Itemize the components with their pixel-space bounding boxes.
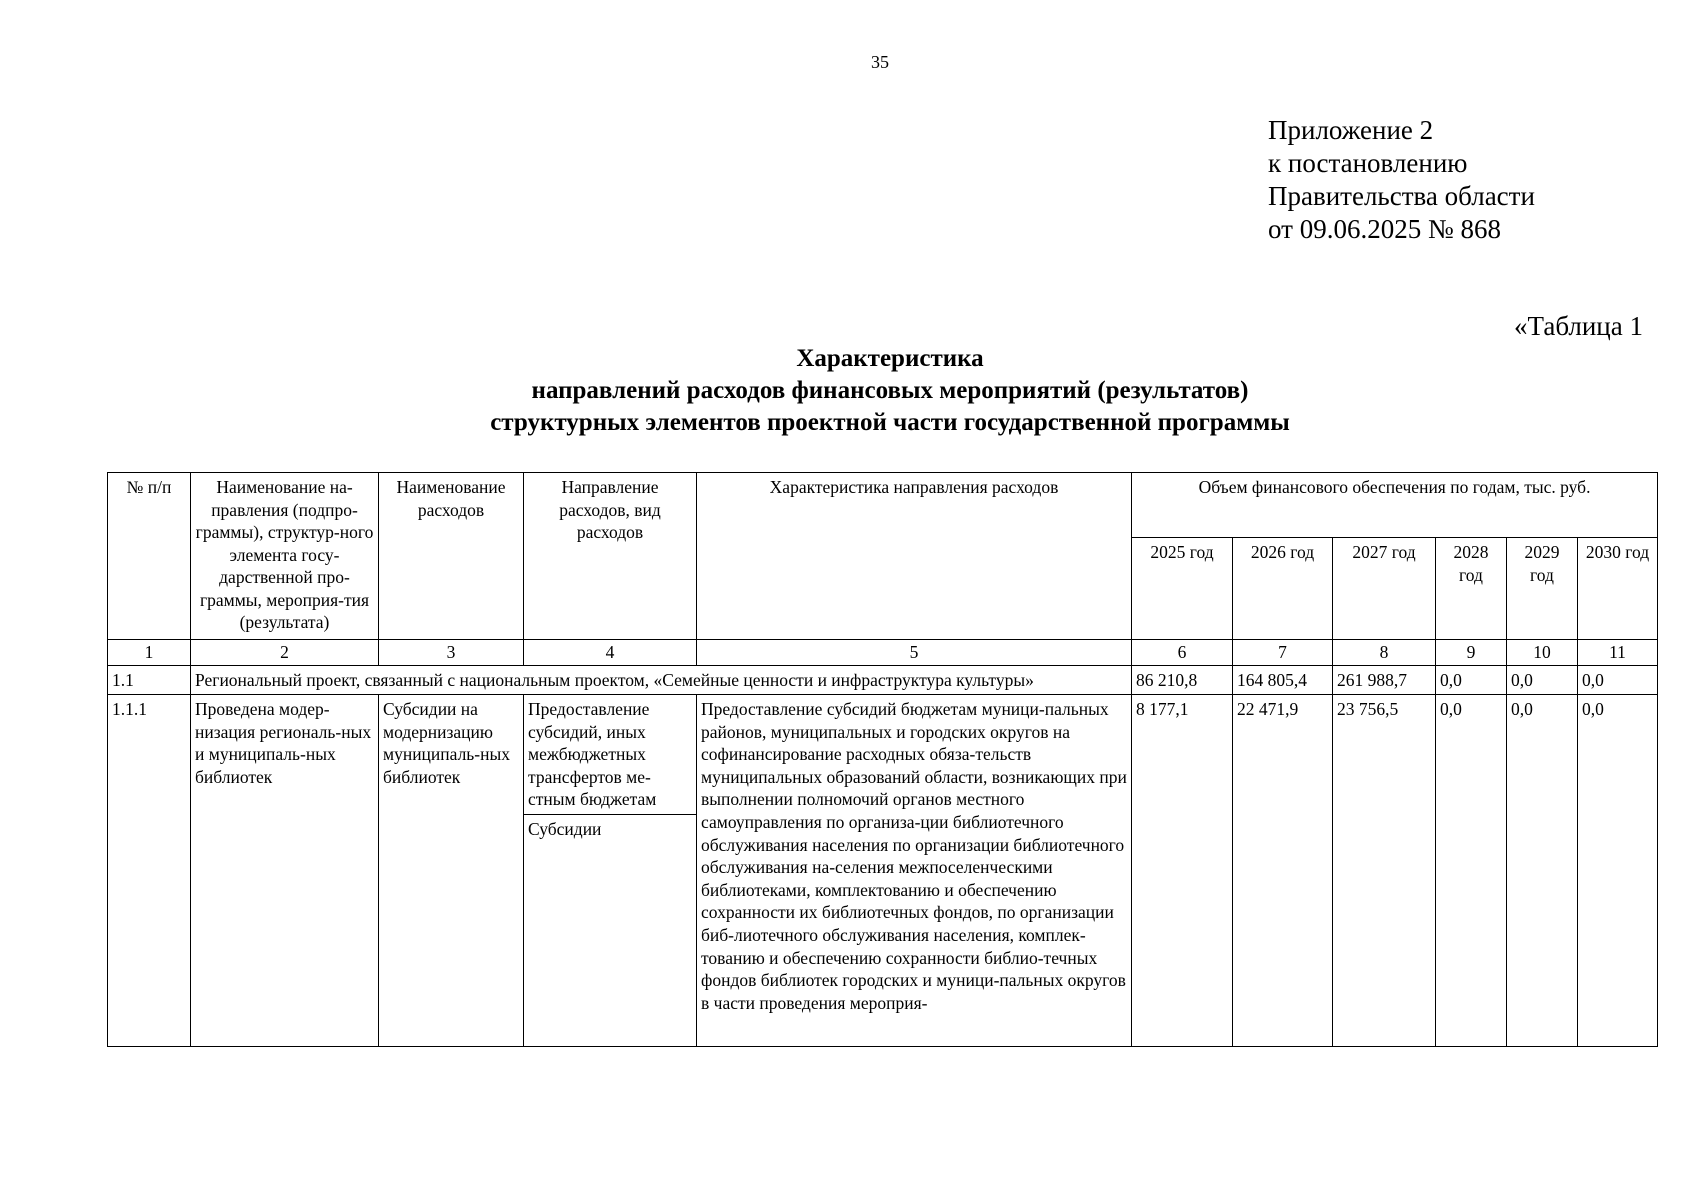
row-value-2029: 0,0 — [1507, 665, 1578, 695]
title-line-3: структурных элементов проектной части государственной программы — [490, 409, 1290, 436]
row-value-2030: 0,0 — [1578, 695, 1658, 1047]
row-value-2027: 261 988,7 — [1333, 665, 1436, 695]
row-expense-name: Субсидии на модернизацию муниципаль-ных библиотек — [379, 695, 524, 1047]
colnum-9: 9 — [1436, 640, 1507, 666]
appendix-line-3: Правительства области — [1268, 181, 1535, 211]
row-expense-type: Субсидии — [528, 818, 602, 839]
header-year-2025: 2025 год — [1132, 538, 1233, 640]
title-line-1: Характеристика — [796, 345, 984, 372]
table-row — [108, 695, 1658, 1047]
table-row — [108, 665, 1658, 695]
colnum-1: 1 — [108, 640, 191, 666]
row-direction: Предоставление субсидий, иных межбюджетных трансфертов ме-стным бюджетам — [524, 695, 696, 815]
colnum-6: 6 — [1132, 640, 1233, 666]
column-numbers-row — [108, 640, 1658, 666]
colnum-11: 11 — [1578, 640, 1658, 666]
row-value-2028: 0,0 — [1436, 695, 1507, 1047]
row-value-2025: 8 177,1 — [1132, 695, 1233, 1047]
colnum-7: 7 — [1233, 640, 1333, 666]
header-funding-group: Объем финансового обеспечения по годам, тыс. руб. — [1132, 473, 1658, 538]
document-title — [340, 343, 1440, 439]
appendix-line-1: Приложение 2 — [1268, 115, 1434, 145]
expenses-table — [107, 472, 1658, 1047]
colnum-8: 8 — [1333, 640, 1436, 666]
appendix-line-2: к постановлению — [1268, 148, 1468, 178]
row-value-2028: 0,0 — [1436, 665, 1507, 695]
row-result-name: Проведена модер-низация региональ-ных и муниципаль-ных библиотек — [191, 695, 379, 1047]
row-value-2026: 164 805,4 — [1233, 665, 1333, 695]
appendix-line-4: от 09.06.2025 № 868 — [1268, 214, 1501, 244]
row-value-2026: 22 471,9 — [1233, 695, 1333, 1047]
header-year-2028: 2028 год — [1436, 538, 1507, 640]
header-year-2030: 2030 год — [1578, 538, 1658, 640]
row-value-2025: 86 210,8 — [1132, 665, 1233, 695]
row-value-2027: 23 756,5 — [1333, 695, 1436, 1047]
title-line-2: направлений расходов финансовых мероприятий (результатов) — [531, 377, 1249, 404]
row-project-name: Региональный проект, связанный с национальным проектом, «Семейные ценности и инфраструктура культуры» — [191, 665, 1132, 695]
colnum-3: 3 — [379, 640, 524, 666]
page-number: 35 — [871, 52, 889, 72]
header-row-1 — [108, 473, 1658, 538]
row-characteristic: Предоставление субсидий бюджетам муници-пальных районов, муниципальных и городских округов на софинансирование расходных обяза-тельств муниципальных образований области, возникающих при выполнении полномочий органов местного самоуправления по организа-ции библиотечного обслуживания населения по организации библиотечного обслуживания на-селения межпоселенческими библиотеками, комплектованию и обеспечению сохранности их библиотечных фондов, по организации биб-лиотечного обслуживания населения, комплек-тованию и обеспечению сохранности библио-течных фондов библиотек городских и муници-пальных округов в части проведения мероприя- — [697, 695, 1132, 1047]
appendix-block — [1268, 114, 1535, 246]
row-direction-cell — [524, 695, 697, 1047]
colnum-4: 4 — [524, 640, 697, 666]
header-expense-direction: Направление расходов, вид расходов — [524, 473, 697, 640]
colnum-5: 5 — [697, 640, 1132, 666]
header-direction-name: Наименование на-правления (подпро-граммы), структур-ного элемента госу-дарственной про-граммы, мероприя-тия (результата) — [191, 473, 379, 640]
colnum-2: 2 — [191, 640, 379, 666]
row-num: 1.1 — [108, 665, 191, 695]
row-value-2029: 0,0 — [1507, 695, 1578, 1047]
header-expense-name: Наименование расходов — [379, 473, 524, 640]
header-characteristic: Характеристика направления расходов — [697, 473, 1132, 640]
header-year-2027: 2027 год — [1333, 538, 1436, 640]
header-num: № п/п — [108, 473, 191, 640]
row-num: 1.1.1 — [108, 695, 191, 1047]
header-year-2029: 2029 год — [1507, 538, 1578, 640]
table-label: «Таблица 1 — [1514, 311, 1643, 341]
colnum-10: 10 — [1507, 640, 1578, 666]
header-year-2026: 2026 год — [1233, 538, 1333, 640]
row-value-2030: 0,0 — [1578, 665, 1658, 695]
